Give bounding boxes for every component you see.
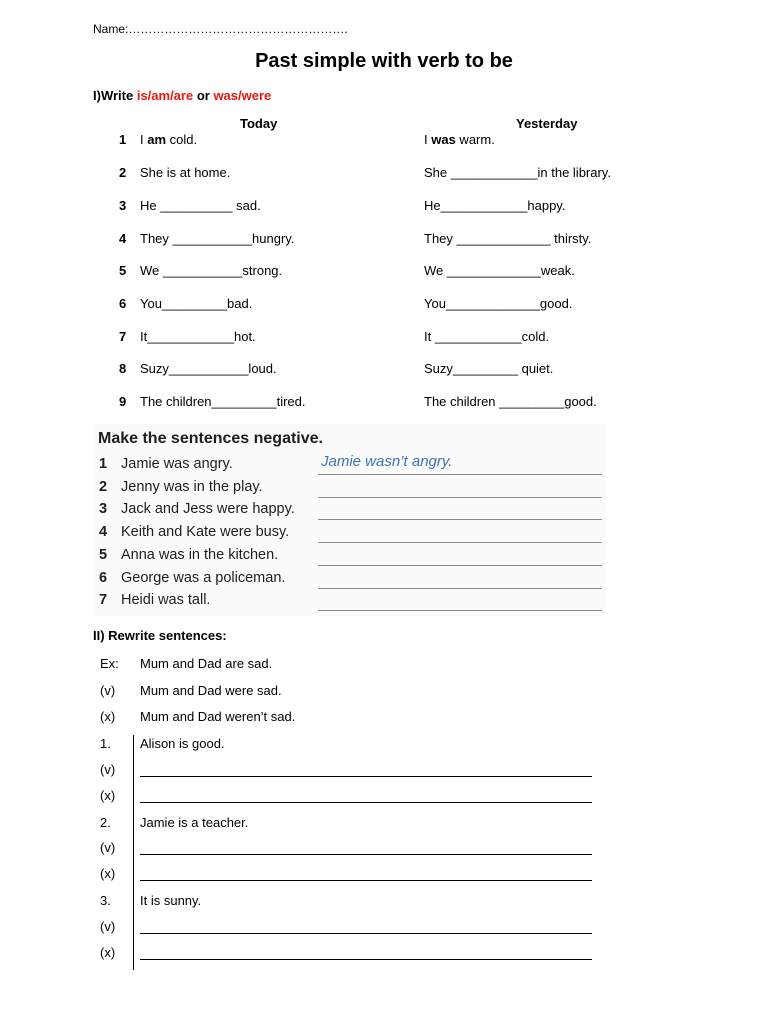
today-text-pre: They ___________hungry.: [140, 231, 295, 246]
yesterday-sentence: [424, 361, 553, 376]
column-header-yesterday: Yesterday: [516, 116, 578, 131]
exercise-number: 1: [119, 132, 127, 147]
answer-line[interactable]: [318, 542, 602, 543]
yesterday-text-pre: We _____________weak.: [424, 263, 575, 278]
yesterday-sentence: [424, 296, 572, 311]
yesterday-text-pre: Suzy_________ quiet.: [424, 361, 554, 376]
instruction-present-forms: is/am/are: [136, 88, 194, 103]
today-sentence: [140, 231, 294, 246]
today-text-pre: It____________hot.: [140, 329, 256, 344]
exercise-number: 5: [119, 263, 127, 278]
exercise-number: 8: [119, 361, 127, 376]
answer-line[interactable]: [318, 565, 602, 566]
example-row: [0, 709, 768, 729]
exercise-row: [0, 361, 768, 381]
example-text: Mum and Dad are sad.: [140, 656, 273, 671]
rewrite-row: [0, 788, 768, 808]
rewrite-sentence: Alison is good.: [140, 736, 225, 751]
today-sentence: [140, 132, 197, 147]
exercise-row: [0, 394, 768, 414]
answer-line[interactable]: [318, 474, 602, 475]
rewrite-answer-line[interactable]: [140, 933, 592, 934]
rewrite-answer-line[interactable]: [140, 776, 592, 777]
rewrite-row: [0, 866, 768, 886]
yesterday-sentence: [424, 198, 565, 213]
rewrite-row: [0, 815, 768, 835]
exercise-number: 2: [119, 165, 127, 180]
today-sentence: [140, 329, 256, 344]
rewrite-key: (v): [100, 840, 116, 855]
negative-sentence: Heidi was tall.: [121, 592, 211, 609]
negative-number: 4: [99, 524, 108, 541]
rewrite-row: [0, 893, 768, 913]
yesterday-text-pre: You_____________good.: [424, 296, 573, 311]
exercise-number: 3: [119, 198, 127, 213]
today-text-post: cold.: [166, 132, 198, 147]
negative-row: [93, 547, 605, 569]
negative-row: [93, 479, 605, 501]
rewrite-key: 1.: [100, 736, 111, 751]
negative-row: [93, 592, 605, 614]
answer-line[interactable]: [318, 588, 602, 589]
rewrite-margin-line: [133, 735, 134, 970]
exercise-row: [0, 132, 768, 152]
today-text-pre: She is at home.: [140, 165, 231, 180]
negative-number: 1: [99, 456, 108, 472]
exercise-row: [0, 198, 768, 218]
yesterday-sentence: [424, 329, 549, 344]
example-text: Mum and Dad were sad.: [140, 683, 282, 698]
yesterday-text-pre: It ____________cold.: [424, 329, 550, 344]
negative-number: 2: [99, 478, 108, 495]
negative-sentence: George was a policeman.: [121, 569, 286, 586]
instruction-prefix: I)Write: [93, 88, 137, 103]
instruction-past-forms: was/were: [213, 88, 272, 103]
negative-number: 5: [99, 546, 108, 563]
yesterday-text-pre: I: [424, 132, 432, 147]
rewrite-sentence: It is sunny.: [140, 893, 202, 908]
rewrite-key: 3.: [100, 893, 111, 908]
example-row: [0, 683, 768, 703]
instruction-or: or: [193, 88, 214, 103]
exercise-number: 9: [119, 394, 127, 409]
rewrite-key: (v): [100, 762, 116, 777]
example-key: (v): [100, 683, 116, 698]
negative-sentence: Anna was in the kitchen.: [121, 546, 279, 563]
today-sentence: [140, 165, 230, 180]
rewrite-key: (v): [100, 919, 116, 934]
rewrite-row: [0, 840, 768, 860]
section2-title: II) Rewrite sentences:: [93, 628, 227, 643]
negative-row: [93, 453, 605, 478]
today-sentence: [140, 296, 252, 311]
exercise-number: 6: [119, 296, 127, 311]
today-text-pre: I: [140, 132, 148, 147]
today-text-pre: He __________ sad.: [140, 198, 261, 213]
yesterday-sentence: [424, 394, 597, 409]
exercise-number: 7: [119, 329, 127, 344]
today-sentence: [140, 361, 277, 376]
exercise-row: [0, 296, 768, 316]
handwritten-answer: Jamie wasn’t angry.: [321, 453, 453, 470]
answer-line[interactable]: [318, 519, 602, 520]
yesterday-sentence: [424, 263, 575, 278]
rewrite-key: (x): [100, 788, 116, 803]
exercise-row: [0, 231, 768, 251]
answer-line[interactable]: [318, 610, 602, 611]
today-text-pre: Suzy___________loud.: [140, 361, 277, 376]
today-text-pre: We ___________strong.: [140, 263, 283, 278]
answer-line[interactable]: [318, 497, 602, 498]
page-title: Past simple with verb to be: [255, 50, 513, 72]
rewrite-row: [0, 945, 768, 965]
rewrite-sentence: Jamie is a teacher.: [140, 815, 249, 830]
negative-exercise-title: Make the sentences negative.: [98, 430, 323, 447]
rewrite-key: (x): [100, 866, 116, 881]
rewrite-row: [0, 736, 768, 756]
example-key: (x): [100, 709, 116, 724]
negative-sentence: Jack and Jess were happy.: [121, 501, 295, 518]
negative-row: [93, 524, 605, 546]
section1-instruction: [93, 88, 271, 103]
negative-row: [93, 570, 605, 592]
today-sentence: [140, 198, 261, 213]
yesterday-text-pre: He____________happy.: [424, 198, 566, 213]
today-text-pre: The children_________tired.: [140, 394, 306, 409]
yesterday-sentence: [424, 165, 611, 180]
today-text-pre: You_________bad.: [140, 296, 253, 311]
negative-sentence: Jamie was angry.: [121, 456, 233, 472]
rewrite-row: [0, 919, 768, 939]
exercise-row: [0, 263, 768, 283]
today-sentence: [140, 394, 306, 409]
negative-row: [93, 501, 605, 523]
example-text: Mum and Dad weren’t sad.: [140, 709, 296, 724]
yesterday-text-post: warm.: [455, 132, 495, 147]
example-row: [0, 656, 768, 676]
yesterday-text-pre: The children _________good.: [424, 394, 597, 409]
rewrite-key: (x): [100, 945, 116, 960]
exercise-number: 4: [119, 231, 127, 246]
rewrite-answer-line[interactable]: [140, 880, 592, 881]
yesterday-text-pre: They _____________ thirsty.: [424, 231, 592, 246]
column-header-today: Today: [240, 116, 278, 131]
rewrite-answer-line[interactable]: [140, 854, 592, 855]
name-field-label: Name:……………………………………………….: [93, 22, 348, 36]
exercise-row: [0, 165, 768, 185]
rewrite-answer-line[interactable]: [140, 802, 592, 803]
example-key: Ex:: [100, 656, 119, 671]
yesterday-text-pre: She ____________in the library.: [424, 165, 611, 180]
negative-number: 7: [99, 592, 108, 609]
yesterday-sentence: [424, 231, 591, 246]
yesterday-text-verb: was: [431, 132, 456, 147]
rewrite-answer-line[interactable]: [140, 959, 592, 960]
negative-number: 6: [99, 569, 108, 586]
today-text-verb: am: [147, 132, 167, 147]
today-sentence: [140, 263, 282, 278]
rewrite-key: 2.: [100, 815, 111, 830]
exercise-row: [0, 329, 768, 349]
negative-sentence: Keith and Kate were busy.: [121, 524, 290, 541]
negative-exercise-panel: [93, 424, 605, 616]
rewrite-row: [0, 762, 768, 782]
negative-sentence: Jenny was in the play.: [121, 478, 263, 495]
yesterday-sentence: [424, 132, 495, 147]
negative-number: 3: [99, 501, 108, 518]
